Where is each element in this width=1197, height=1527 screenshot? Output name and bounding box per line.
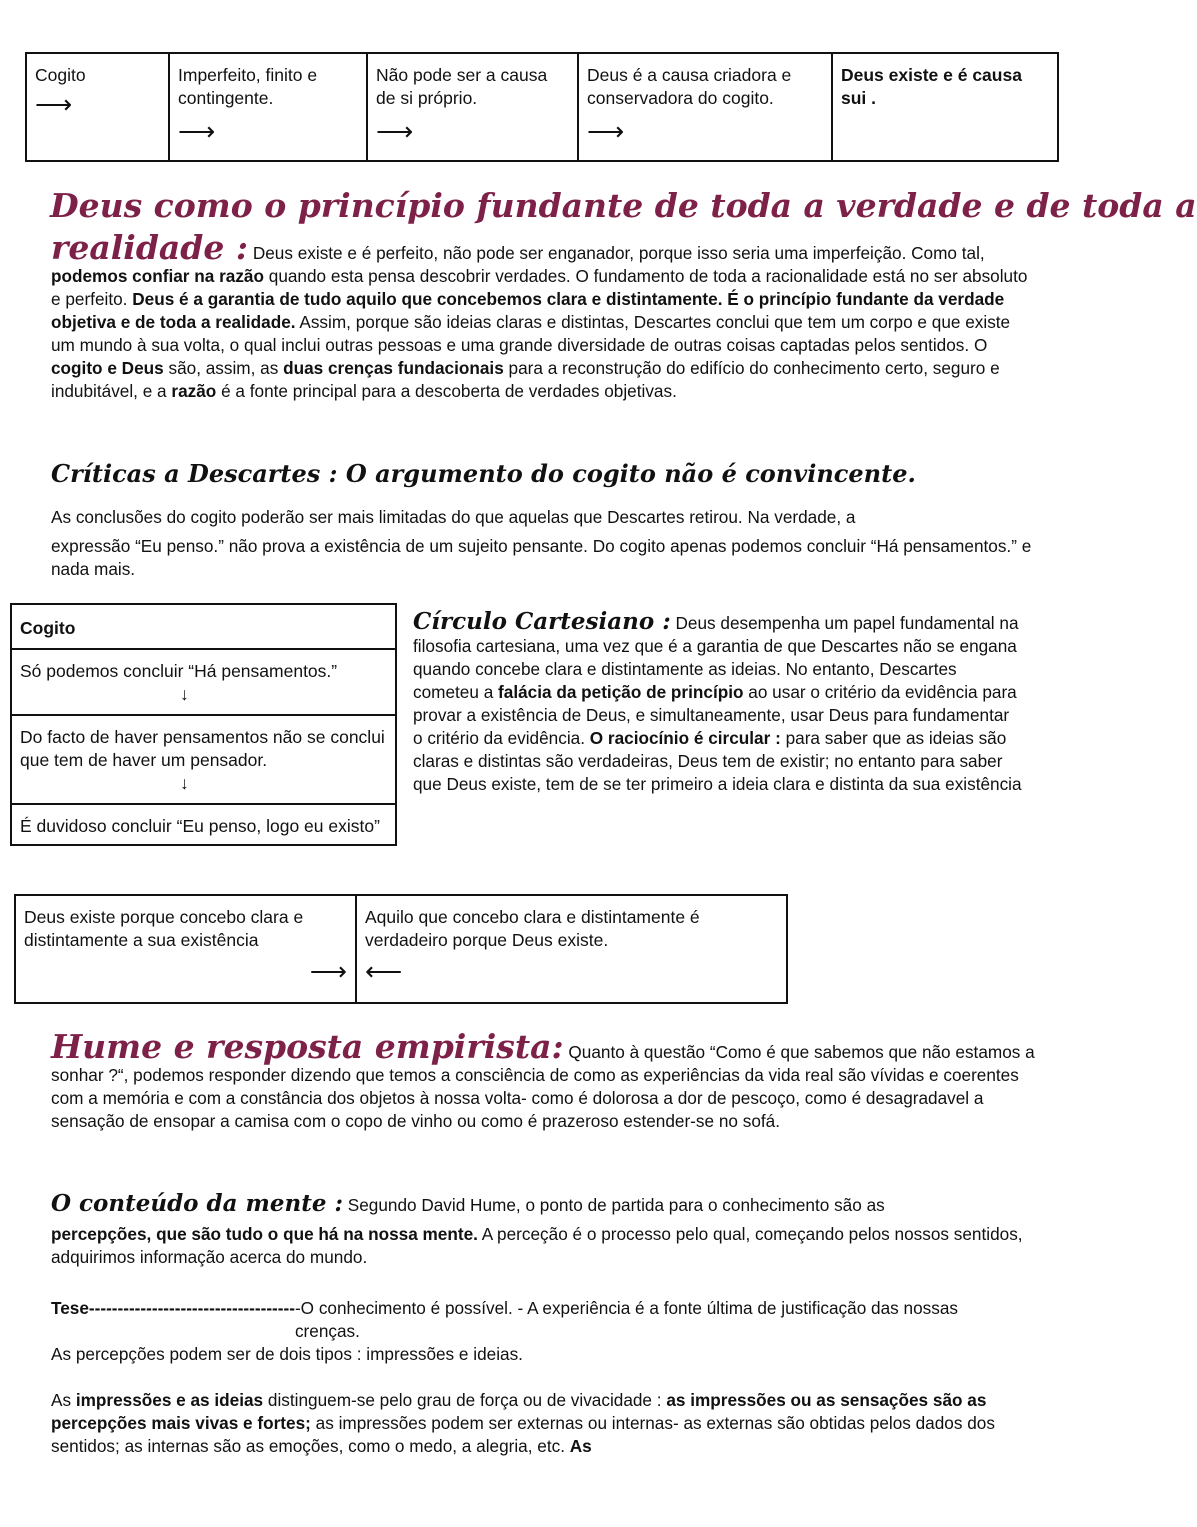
circle-cell-left: Deus existe porque concebo clara e distintamente a sua existência ⟶	[15, 895, 356, 1003]
cell-text: Não pode ser a causa de si próprio.	[376, 65, 548, 108]
cogito-box-row: Só podemos concluir “Há pensamentos.” ↓	[12, 648, 395, 714]
cell-text: Deus é a causa criadora e conservadora do cogito.	[587, 65, 792, 108]
impressoes-paragraph: As impressões e as ideias distinguem-se pelo grau de força ou de vivacidade : as impressões ou as sensações são as percepções mais vivas e fortes; as impressões podem ser externas ou internas- as externas são obtidas pelos dados dos sentidos; as internas são as emoções, como o medo, a alegria, etc. As	[51, 1390, 995, 1456]
chain-cell-causa-criadora	[578, 53, 832, 161]
mente-heading: O conteúdo da mente :	[51, 1190, 343, 1217]
down-arrow-icon: ↓	[180, 773, 189, 793]
chain-cell-causa-propria	[367, 53, 578, 161]
chain-cell-causa-sui	[832, 53, 1058, 161]
circular-reasoning-table	[14, 894, 788, 1004]
right-arrow-icon: ⟶	[309, 956, 347, 986]
circle-cell-right: Aquilo que concebo clara e distintamente é verdadeiro porque Deus existe. ⟵	[356, 895, 787, 1003]
cell-text: Deus existe e é causa sui .	[841, 65, 1022, 108]
section-paragraph-criticas: As conclusões do cogito poderão ser mais limitadas do que aquelas que Descartes retirou. Na verdade, a expressão “Eu penso.” não prova a existência de um sujeito pensante. Do cogito apenas podemos concluir “Há pensamentos.” e nada mais.	[51, 507, 1032, 579]
right-arrow-icon: ⟶	[376, 116, 414, 146]
tipos-line: As percepções podem ser de dois tipos : impressões e ideias.	[51, 1344, 523, 1364]
circulo-cartesiano-paragraph: Círculo Cartesiano : Deus desempenha um papel fundamental na filosofia cartesiana, uma vez que é a garantia de que Descartes não se engana quando concebe clara e distintamente as ideias. No entanto, Descartes cometeu a falácia da petição de princípio ao usar o critério da evidência para provar a existência de Deus, e simultaneamente, usar Deus para fundamentar o critério da evidência. O raciocínio é circular : para saber que as ideias são claras e distintas são verdadeiras, Deus tem de existir; no entanto para saber que Deus existe, tem de se ter primeiro a ideia clara e distinta da sua existência	[413, 608, 1022, 794]
tese-text: -O conhecimento é possível. - A experiência é a fonte última de justificação das nossas crenças.	[294, 1298, 958, 1341]
cell-text: Cogito	[35, 65, 86, 85]
down-arrow-icon: ↓	[180, 684, 189, 704]
hume-paragraph: Hume e resposta empirista: Quanto à questão “Como é que sabemos que não estamos a sonhar ?“, podemos responder dizendo que temos a consciência de como as experiências da vida real são vívidas e coerentes com a memória e com a constância dos objetos à nossa volta- como é dolorosa a dor de pescoço, como é desagradavel a sensação de ensopar a camisa com o copo de vinho ou como é prazeroso estender-se no sofá.	[51, 1027, 1035, 1131]
section-heading-deus-cont: realidade :	[51, 228, 249, 267]
cogito-box-title: Cogito	[20, 618, 76, 638]
cell-text: Imperfeito, finito e contingente.	[178, 65, 318, 108]
chain-cell-cogito	[26, 53, 169, 161]
section-heading-deus: Deus como o princípio fundante de toda a verdade e de toda a	[50, 186, 1197, 225]
mente-paragraph: O conteúdo da mente : Segundo David Hume, o ponto de partida para o conhecimento são as percepções, que são tudo o que há na nossa mente. A perceção é o processo pelo qual, começando pelos nossos sentidos, adquirimos informação acerca do mundo.	[51, 1190, 1023, 1267]
cogito-chain-table	[25, 52, 1059, 162]
cogito-box-row: É duvidoso concluir “Eu penso, logo eu existo”	[12, 803, 395, 844]
right-arrow-icon: ⟶	[35, 89, 73, 119]
right-arrow-icon: ⟶	[587, 116, 625, 146]
circulo-heading: Círculo Cartesiano :	[413, 608, 671, 635]
cogito-critique-box	[10, 603, 397, 846]
right-arrow-icon: ⟶	[178, 116, 216, 146]
tese-label: Tese------------------------------------	[51, 1298, 295, 1318]
section-paragraph-deus: realidade : Deus existe e é perfeito, não pode ser enganador, porque isso seria uma imperfeição. Como tal, podemos confiar na razão quando esta pensa descobrir verdades. O fundamento de toda a racionalidade está no ser absoluto e perfeito. Deus é a garantia de tudo aquilo que concebemos clara e distintamente. É o princípio fundante da verdade objetiva e de toda a realidade. Assim, porque são ideias claras e distintas, Descartes conclui que tem um corpo e que existe um mundo à sua volta, o qual inclui outras pessoas e uma grande diversidade de outras coisas captadas pelos sentidos. O cogito e Deus são, assim, as duas crenças fundacionais para a reconstrução do edifício do conhecimento certo, seguro e indubitável, e a razão é a fonte principal para a descoberta de verdades objetivas.	[51, 228, 1028, 401]
chain-cell-imperfeito	[169, 53, 367, 161]
section-heading-criticas: Críticas a Descartes : O argumento do cogito não é convincente.	[51, 459, 916, 488]
left-arrow-icon: ⟵	[365, 956, 403, 986]
cogito-box-row: Do facto de haver pensamentos não se conclui que tem de haver um pensador. ↓	[12, 714, 395, 803]
hume-heading: Hume e resposta empirista:	[51, 1027, 564, 1066]
tese-block	[51, 1297, 1036, 1366]
